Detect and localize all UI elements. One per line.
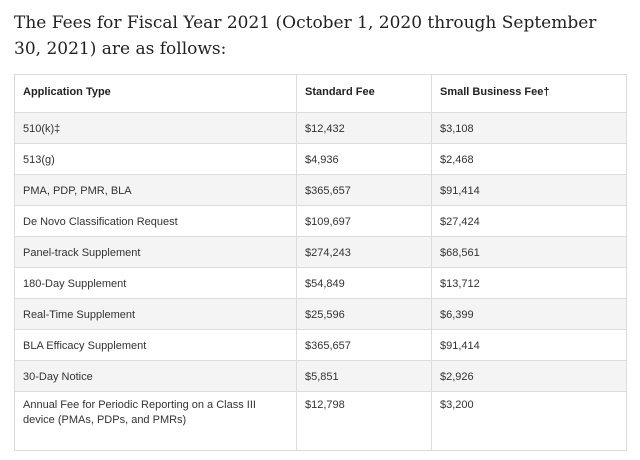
application-type-cell: 30-Day Notice <box>15 361 297 392</box>
application-type-cell: BLA Efficacy Supplement <box>15 330 297 361</box>
standard-fee-cell: $274,243 <box>297 237 432 268</box>
intro-paragraph: The Fees for Fiscal Year 2021 (October 1, 2020 through September 30, 2021) are as follows: <box>14 13 597 59</box>
small-business-fee-cell: $91,414 <box>432 175 627 206</box>
table-row <box>15 175 627 206</box>
standard-fee-cell: $12,798 <box>297 392 432 451</box>
application-type-cell: Annual Fee for Periodic Reporting on a Class III device (PMAs, PDPs, and PMRs) <box>15 392 297 451</box>
standard-fee-cell: $12,432 <box>297 113 432 144</box>
standard-fee-cell: $25,596 <box>297 299 432 330</box>
table-row <box>15 237 627 268</box>
table-row <box>15 361 627 392</box>
table-row <box>15 268 627 299</box>
application-type-cell: 513(g) <box>15 144 297 175</box>
standard-fee-cell: $365,657 <box>297 330 432 361</box>
table-row <box>15 299 627 330</box>
small-business-fee-cell: $68,561 <box>432 237 627 268</box>
header-application-type: Application Type <box>15 75 297 113</box>
table-row <box>15 392 627 451</box>
standard-fee-cell: $4,936 <box>297 144 432 175</box>
table-row <box>15 206 627 237</box>
application-type-cell: 180-Day Supplement <box>15 268 297 299</box>
header-standard-fee: Standard Fee <box>297 75 432 113</box>
table-row <box>15 144 627 175</box>
header-small-business-fee: Small Business Fee† <box>432 75 627 113</box>
small-business-fee-cell: $6,399 <box>432 299 627 330</box>
small-business-fee-cell: $3,200 <box>432 392 627 451</box>
small-business-fee-cell: $27,424 <box>432 206 627 237</box>
application-type-cell: PMA, PDP, PMR, BLA <box>15 175 297 206</box>
table-row <box>15 113 627 144</box>
standard-fee-cell: $54,849 <box>297 268 432 299</box>
small-business-fee-cell: $13,712 <box>432 268 627 299</box>
application-type-cell: Real-Time Supplement <box>15 299 297 330</box>
application-type-cell: De Novo Classification Request <box>15 206 297 237</box>
table-row <box>15 330 627 361</box>
standard-fee-cell: $5,851 <box>297 361 432 392</box>
standard-fee-cell: $109,697 <box>297 206 432 237</box>
small-business-fee-cell: $3,108 <box>432 113 627 144</box>
fee-table <box>14 74 627 451</box>
small-business-fee-cell: $91,414 <box>432 330 627 361</box>
small-business-fee-cell: $2,468 <box>432 144 627 175</box>
small-business-fee-cell: $2,926 <box>432 361 627 392</box>
application-type-cell: Panel-track Supplement <box>15 237 297 268</box>
application-type-cell: 510(k)‡ <box>15 113 297 144</box>
table-header-row <box>15 75 627 113</box>
standard-fee-cell: $365,657 <box>297 175 432 206</box>
